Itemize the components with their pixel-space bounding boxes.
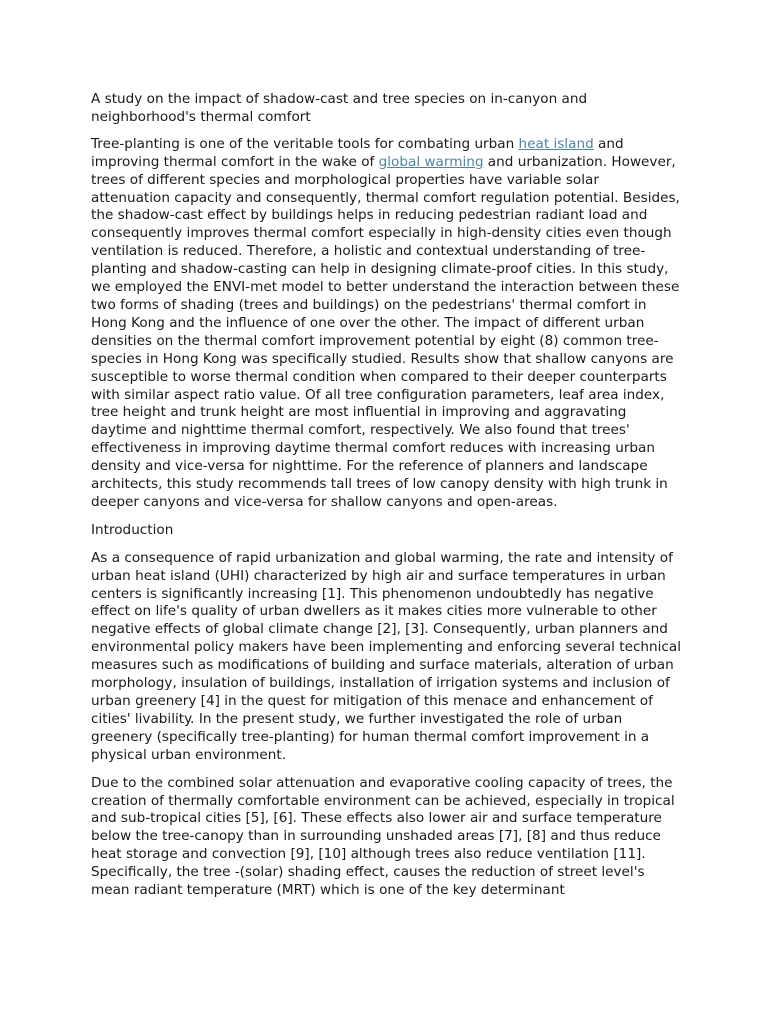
abstract-text-end: and urbanization. However, trees of different species and morphological properties have variable solar attenuation capacity and consequently, thermal comfort regulation potential. Besides, the shadow-cast effect by buildings helps in reducing pedestrian radiant load and consequently improves thermal comfort especially in high-density cities even though ventilation is reduced. Therefore, a holistic and contextual understanding of tree-planting and shadow-casting can help in designing climate-proof cities. In this study, we employed the ENVI-met model to better understand the interaction between these two forms of shading (trees and buildings) on the pedestrians' thermal comfort in Hong Kong and the influence of one over the other. The impact of different urban densities on the thermal comfort improvement potential by eight (8) common tree-species in Hong Kong was specifically studied. Results show that shallow canyons are susceptible to worse thermal condition when compared to their deeper counterparts with similar aspect ratio value. Of all tree configuration parameters, leaf area index, tree height and trunk height are most influential in improving and aggravating daytime and nighttime thermal comfort, respectively. We also found that trees' effectiveness in improving daytime thermal comfort reduces with increasing urban density and vice-versa for nighttime. For the reference of planners and landscape architects, this study recommends tall trees of low canopy density with high trunk in deeper canyons and vice-versa for shallow canyons and open-areas. — [91, 153, 680, 510]
introduction-heading: Introduction — [91, 521, 174, 538]
heat-island-link[interactable]: heat island — [518, 135, 594, 152]
abstract-text-start: Tree-planting is one of the veritable tools for combating urban — [91, 135, 519, 152]
introduction-paragraph-2: Due to the combined solar attenuation and evaporative cooling capacity of trees, the creation of thermally comfortable environment can be achieved, especially in tropical and sub-tropical cities [5], [6]. These effects also lower air and surface temperature below the tree-canopy than in surrounding unshaded areas [7], [8] and thus reduce heat storage and convection [9], [10] although trees also reduce ventilation [11]. Specifically, the tree -(solar) shading effect, causes the reduction of street level's mean radiant temperature (MRT) which is one of the key determinant — [91, 774, 675, 899]
document-title: A study on the impact of shadow-cast and tree species on in-canyon and neighborhood's thermal comfort — [91, 91, 588, 125]
abstract-paragraph — [91, 136, 681, 512]
document-page — [91, 91, 681, 910]
introduction-paragraph-1: As a consequence of rapid urbanization and global warming, the rate and intensity of urban heat island (UHI) characterized by high air and surface temperatures in urban centers is significantly increasing [1]. This phenomenon undoubtedly has negative effect on life's quality of urban dwellers as it makes cities more vulnerable to other negative effects of global climate change [2], [3]. Consequently, urban planners and environmental policy makers have been implementing and enforcing several technical measures such as modifications of building and surface materials, alteration of urban morphology, insulation of buildings, installation of irrigation systems and inclusion of urban greenery [4] in the quest for mitigation of this menace and enhancement of cities' livability. In the present study, we further investigated the role of urban greenery (specifically tree-planting) for human thermal comfort improvement in a physical urban environment. — [91, 549, 682, 763]
abstract-text-middle: and improving thermal comfort in the wake of — [91, 135, 624, 170]
global-warming-link[interactable]: global warming — [378, 153, 484, 170]
